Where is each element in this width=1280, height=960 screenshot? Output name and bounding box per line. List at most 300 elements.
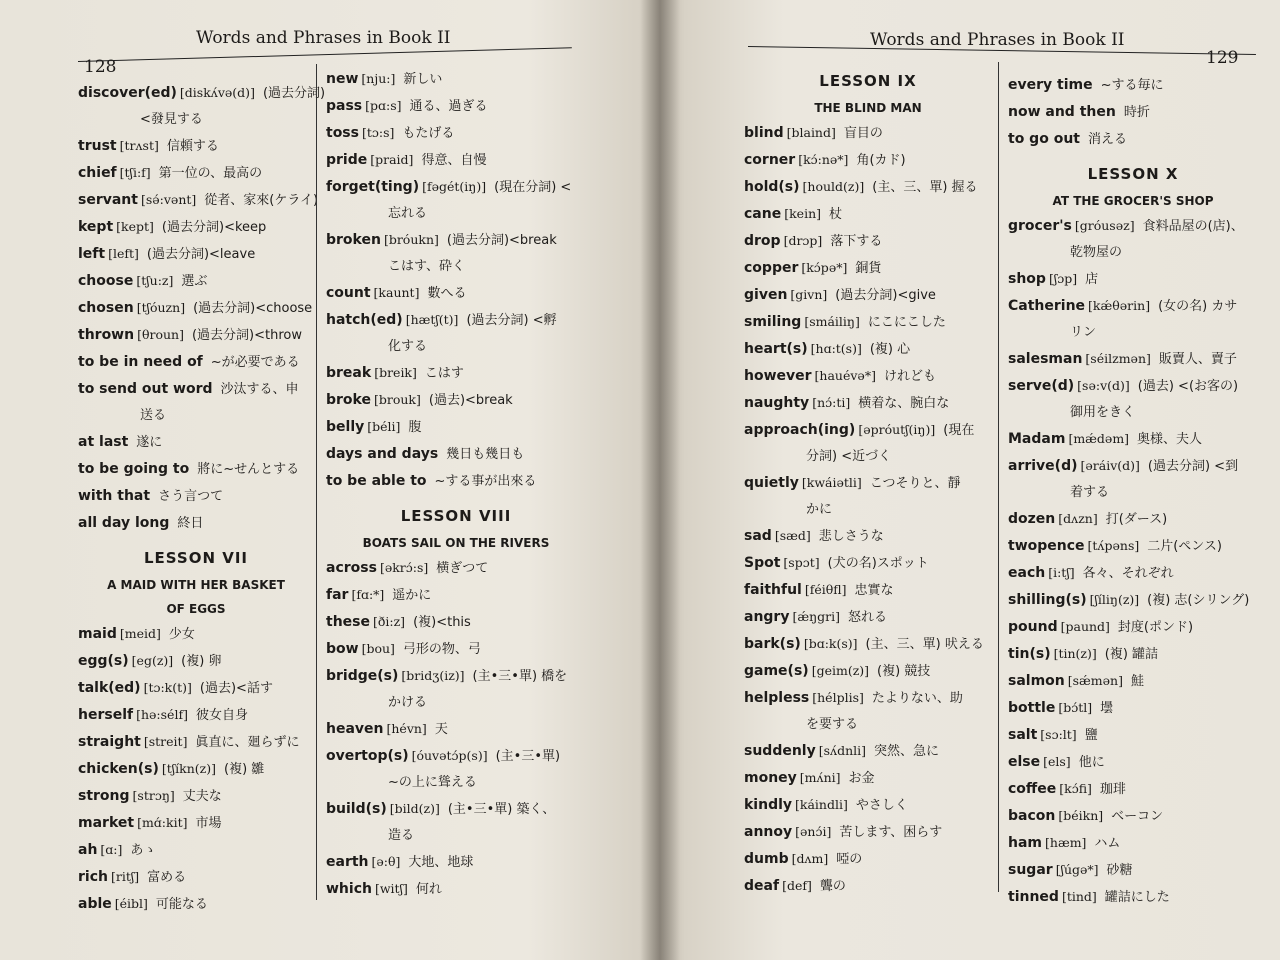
- entry-pronunciation: [hætʃ(t)]: [405, 312, 459, 327]
- entry-meaning: 時折: [1123, 105, 1150, 120]
- entry-pronunciation: [tin(z)]: [1053, 646, 1097, 661]
- entry-word: toss: [326, 125, 359, 141]
- entry-meaning: もたげる: [402, 126, 455, 141]
- vocab-entry: [78, 80, 326, 107]
- vocab-entry: [1008, 641, 1258, 668]
- entry-word: sad: [744, 528, 772, 544]
- entry-word: each: [1008, 565, 1046, 581]
- entry-meaning: 弓形の物、弓: [402, 642, 481, 657]
- entry-meaning: 通る、過ぎる: [409, 99, 488, 114]
- vocab-entry: [1008, 426, 1258, 453]
- entry-pronunciation: [ði:z]: [372, 614, 406, 629]
- entry-meaning: 遂に: [136, 435, 163, 450]
- vocab-entry: [1008, 668, 1258, 695]
- entry-pronunciation: [sɔ:lt]: [1040, 727, 1077, 742]
- entry-pronunciation: [left]: [108, 246, 139, 261]
- entry-word: given: [744, 287, 788, 303]
- entry-word: however: [744, 368, 812, 384]
- vocab-entry: [1008, 213, 1258, 240]
- entry-meaning: 腹: [408, 420, 422, 435]
- vocab-entry: [1008, 776, 1258, 803]
- entry-pronunciation: [i:tʃ]: [1048, 565, 1075, 580]
- vocab-entry: [326, 66, 586, 93]
- entry-word: able: [78, 896, 112, 912]
- entry-pronunciation: [dʌzn]: [1058, 511, 1098, 526]
- entry-meaning: 將に~せんとする: [197, 462, 300, 477]
- entry-meaning: 鹽: [1084, 728, 1098, 743]
- entry-meaning: (過去)<話す: [199, 681, 273, 696]
- vocab-entry: [744, 873, 992, 900]
- entry-pronunciation: [ʃúgə*]: [1055, 862, 1099, 877]
- entry-word: every time: [1008, 77, 1093, 93]
- entry-meaning: 奥様、夫人: [1137, 432, 1203, 447]
- vocab-entry: [1008, 533, 1258, 560]
- entry-word: choose: [78, 273, 134, 289]
- entry-pronunciation: [spɔt]: [783, 555, 820, 570]
- vocab-entry: [78, 133, 314, 160]
- vocab-entry: [744, 120, 992, 147]
- entry-pronunciation: [breik]: [374, 365, 417, 380]
- entry-meaning: (過去分詞) <孵: [466, 313, 557, 328]
- vocab-entry: [1008, 506, 1258, 533]
- lesson-heading: LESSON VII: [143, 549, 249, 567]
- entry-pronunciation: [hə:sélf]: [136, 707, 188, 722]
- vocab-entry: [1008, 695, 1258, 722]
- entry-pronunciation: [geim(z)]: [811, 663, 870, 678]
- lesson-title: AT THE GROCER'S SHOP: [1052, 194, 1214, 208]
- entry-meaning: 角(カド): [856, 153, 906, 168]
- vocab-entry: [1008, 857, 1258, 884]
- entry-word: to be able to: [326, 473, 427, 489]
- entry-meaning: (複) 雛: [224, 762, 265, 777]
- entry-meaning: 鮭: [1130, 674, 1144, 689]
- entry-word: quietly: [744, 475, 799, 491]
- entry-pronunciation: [kept]: [116, 219, 154, 234]
- vocab-entry: [744, 846, 992, 873]
- right-page: [660, 0, 1280, 960]
- entry-word: broken: [326, 232, 381, 248]
- vocab-entry: [744, 604, 992, 631]
- vocab-entry: [1008, 373, 1258, 400]
- entry-pronunciation: [mʌ́ni]: [799, 770, 841, 785]
- entry-word: forget(ting): [326, 179, 420, 195]
- vocab-entry: [78, 729, 314, 756]
- vocab-entry: [326, 147, 586, 174]
- entry-continuation: を要する: [806, 717, 859, 732]
- entry-meaning: 店: [1085, 272, 1099, 287]
- entry-word: left: [78, 246, 106, 262]
- vocab-entry: [326, 120, 586, 147]
- entry-word: bottle: [1008, 700, 1056, 716]
- entry-pronunciation: [sæd]: [774, 528, 811, 543]
- entry-meaning: (主、三、單) 吠える: [865, 637, 984, 652]
- entry-pronunciation: [fəgét(iŋ)]: [422, 179, 487, 194]
- entry-pronunciation: [gróusəz]: [1074, 218, 1135, 233]
- entry-word: coffee: [1008, 781, 1057, 797]
- entry-word: new: [326, 71, 359, 87]
- entry-pronunciation: [tɔ:s]: [361, 125, 395, 140]
- entry-pronunciation: [ǽŋgri]: [792, 609, 840, 624]
- entry-word: dumb: [744, 851, 789, 867]
- entry-word: thrown: [78, 327, 135, 343]
- entry-word: faithful: [744, 582, 802, 598]
- entry-meaning: ~する事が出來る: [434, 474, 537, 489]
- entry-meaning: あゝ: [130, 843, 157, 858]
- entry-pronunciation: [kein]: [784, 206, 821, 221]
- entry-meaning: 終日: [177, 516, 204, 531]
- entry-meaning: ベーコン: [1111, 809, 1164, 824]
- entry-meaning: 横着な、腕白な: [858, 396, 950, 411]
- entry-pronunciation: [sʌ́dnli]: [818, 743, 867, 758]
- vocab-entry: [1008, 830, 1258, 857]
- entry-pronunciation: [eg(z)]: [131, 653, 174, 668]
- vocab-entry: [744, 738, 992, 765]
- entry-pronunciation: [hélplis]: [812, 690, 864, 705]
- entry-meaning: (過去分詞)<give: [835, 288, 936, 303]
- entry-meaning: お金: [848, 771, 875, 786]
- entry-meaning: ~する毎に: [1100, 78, 1164, 93]
- vocab-entry: [744, 792, 992, 819]
- vocab-entry: [744, 363, 992, 390]
- vocab-entry: [1008, 614, 1258, 641]
- vocab-entry: [744, 336, 992, 363]
- entry-word: to go out: [1008, 131, 1080, 147]
- lesson-heading: LESSON X: [1087, 165, 1179, 183]
- entry-meaning: 眞直に、廻らずに: [195, 735, 300, 750]
- vocab-entry: [1008, 99, 1258, 126]
- vocab-entry: [326, 849, 586, 876]
- vocab-entry: [1008, 587, 1258, 614]
- entry-word: to be in need of: [78, 354, 203, 370]
- entry-meaning: 怒れる: [848, 610, 888, 625]
- entry-meaning: (現在分詞) <: [494, 180, 572, 195]
- entry-meaning: やさしく: [855, 798, 908, 813]
- vocab-entry: [1008, 293, 1258, 320]
- entry-meaning: 二片(ペンス): [1147, 539, 1222, 554]
- entry-meaning: (過去) <(お客の): [1137, 379, 1239, 394]
- entry-meaning: 數へる: [427, 286, 467, 301]
- entry-meaning: (複) 競技: [877, 664, 931, 679]
- entry-meaning: (過去)<break: [428, 393, 513, 408]
- entry-word: else: [1008, 754, 1041, 770]
- entry-word: annoy: [744, 824, 793, 840]
- entry-pronunciation: [sə:v(d)]: [1077, 378, 1130, 393]
- entry-pronunciation: [pɑ:s]: [365, 98, 402, 113]
- vocab-entry: [78, 810, 314, 837]
- entry-continuation: 分詞) <近づく: [806, 449, 892, 464]
- vocab-entry: [744, 228, 992, 255]
- entry-meaning: こはす: [424, 366, 464, 381]
- entry-pronunciation: [béli]: [367, 419, 401, 434]
- vocab-entry: [744, 282, 992, 309]
- entry-meaning: (過去分詞)<leave: [146, 247, 256, 262]
- entry-pronunciation: [séilzmən]: [1085, 351, 1151, 366]
- vocab-entry: [78, 268, 314, 295]
- entry-pronunciation: [θroun]: [137, 327, 184, 342]
- vocab-entry: [744, 631, 992, 658]
- vocab-entry: [1008, 803, 1258, 830]
- entry-pronunciation: [féiθfl]: [804, 582, 847, 597]
- vocab-entry: [326, 876, 586, 903]
- entry-word: pound: [1008, 619, 1058, 635]
- entry-pronunciation: [hévn]: [386, 721, 427, 736]
- entry-pronunciation: [kɔ́fi]: [1059, 781, 1092, 796]
- entry-meaning: (現在: [943, 423, 975, 438]
- entry-meaning: (複) 罐詰: [1104, 647, 1159, 662]
- entry-word: egg(s): [78, 653, 129, 669]
- vocab-entry: [326, 468, 586, 495]
- entry-meaning: 他に: [1078, 755, 1105, 770]
- lesson-heading: LESSON IX: [819, 72, 917, 90]
- entry-word: salt: [1008, 727, 1038, 743]
- vocab-entry: [78, 702, 314, 729]
- entry-meaning: 可能なる: [155, 897, 208, 912]
- entry-pronunciation: [tʃi:f]: [119, 165, 151, 180]
- vocab-entry: [744, 174, 992, 201]
- vocab-entry: [78, 456, 314, 483]
- entry-word: straight: [78, 734, 141, 750]
- entry-meaning: (複)<this: [413, 615, 471, 630]
- entry-pronunciation: [trʌst]: [119, 138, 159, 153]
- lesson-title: A MAID WITH HER BASKET: [107, 578, 285, 592]
- entry-word: heaven: [326, 721, 384, 737]
- vocab-entry: [326, 796, 586, 823]
- entry-meaning: 信頼する: [166, 139, 219, 154]
- vocab-entry: [1008, 884, 1258, 911]
- entry-meaning: 沙汰する、申: [220, 382, 299, 397]
- entry-meaning: (主•三•單) 橋を: [472, 669, 568, 684]
- entry-continuation: 着する: [1070, 485, 1110, 500]
- entry-pronunciation: [ənɔ́i]: [795, 824, 832, 839]
- entry-meaning: 打(ダース): [1105, 512, 1168, 527]
- entry-word: bacon: [1008, 808, 1056, 824]
- entry-pronunciation: [brouk]: [373, 392, 421, 407]
- vocab-entry: [744, 685, 992, 712]
- entry-word: serve(d): [1008, 378, 1075, 394]
- entry-pronunciation: [nju:]: [361, 71, 396, 86]
- entry-pronunciation: [bɔ́tl]: [1058, 700, 1093, 715]
- entry-meaning: (過去分詞)<break: [446, 233, 557, 248]
- right-page-number: 129: [1206, 48, 1239, 68]
- vocab-entry: [78, 621, 314, 648]
- vocab-entry: [78, 891, 314, 918]
- entry-pronunciation: [bou]: [361, 641, 395, 656]
- entry-pronunciation: [els]: [1043, 754, 1071, 769]
- entry-word: overtop(s): [326, 748, 409, 764]
- entry-word: servant: [78, 192, 138, 208]
- entry-pronunciation: [praid]: [370, 152, 414, 167]
- entry-word: earth: [326, 854, 369, 870]
- vocab-entry: [78, 160, 314, 187]
- entry-word: tin(s): [1008, 646, 1051, 662]
- vocab-entry: [1008, 72, 1258, 99]
- entry-meaning: (過去分詞)<choose: [193, 301, 313, 316]
- entry-meaning: 珈琲: [1099, 782, 1126, 797]
- entry-word: deaf: [744, 878, 780, 894]
- entry-pronunciation: [hauévə*]: [814, 368, 876, 383]
- entry-word: shilling(s): [1008, 592, 1087, 608]
- entry-meaning: 第一位の、最高の: [158, 166, 263, 181]
- entry-meaning: 得意、自慢: [421, 153, 487, 168]
- entry-word: game(s): [744, 663, 809, 679]
- entry-continuation: 御用をきく: [1070, 405, 1136, 420]
- entry-pronunciation: [tɔ:k(t)]: [143, 680, 192, 695]
- entry-word: drop: [744, 233, 781, 249]
- entry-meaning: 幾日も幾日も: [446, 447, 525, 462]
- entry-meaning: ハム: [1094, 836, 1121, 851]
- entry-word: Madam: [1008, 431, 1066, 447]
- entry-word: now and then: [1008, 104, 1116, 120]
- entry-continuation: こはす、砕く: [388, 259, 465, 274]
- entry-meaning: 啞の: [836, 852, 863, 867]
- entry-pronunciation: [ritʃ]: [110, 869, 140, 884]
- entry-pronunciation: [tʃóuzn]: [136, 300, 186, 315]
- entry-word: herself: [78, 707, 134, 723]
- lesson-title: THE BLIND MAN: [814, 101, 922, 115]
- entry-pronunciation: [nɔ́:ti]: [812, 395, 851, 410]
- entry-word: grocer's: [1008, 218, 1072, 234]
- vocab-entry: [78, 837, 314, 864]
- entry-word: trust: [78, 138, 117, 154]
- entry-pronunciation: [fɑ:*]: [351, 587, 385, 602]
- entry-word: heart(s): [744, 341, 808, 357]
- entry-word: blind: [744, 125, 784, 141]
- entry-word: approach(ing): [744, 422, 856, 438]
- vocab-entry: [1008, 346, 1258, 373]
- vocab-entry: [326, 280, 586, 307]
- entry-meaning: (複) 卵: [181, 654, 222, 669]
- entry-pronunciation: [witʃ]: [374, 881, 408, 896]
- entry-meaning: 從者、家來(ケライ): [204, 193, 319, 208]
- vocab-entry: [326, 93, 586, 120]
- entry-continuation: 化する: [388, 339, 428, 354]
- entry-pronunciation: [ə:θ]: [371, 854, 401, 869]
- vocab-entry: [744, 765, 992, 792]
- vocab-entry: [78, 675, 314, 702]
- entry-word: to be going to: [78, 461, 190, 477]
- vocab-entry: [78, 648, 314, 675]
- entry-meaning: (過去分詞)<throw: [191, 328, 303, 343]
- entry-word: chosen: [78, 300, 134, 316]
- vocab-entry: [78, 349, 314, 376]
- entry-pronunciation: [def]: [782, 878, 812, 893]
- vocab-entry: [1008, 266, 1258, 293]
- vocab-entry: [78, 510, 314, 537]
- entry-meaning: 消える: [1087, 132, 1127, 147]
- entry-word: rich: [78, 869, 108, 885]
- entry-pronunciation: [kɔ́pə*]: [801, 260, 848, 275]
- entry-word: suddenly: [744, 743, 816, 759]
- entry-pronunciation: [mǽdəm]: [1068, 431, 1130, 446]
- vocab-entry: [744, 255, 992, 282]
- entry-word: hatch(ed): [326, 312, 403, 328]
- entry-meaning: 食料品屋の(店)、: [1142, 219, 1244, 234]
- entry-word: bow: [326, 641, 359, 657]
- left-column-2: [326, 66, 586, 903]
- left-page-number: 128: [84, 57, 117, 77]
- entry-pronunciation: [diskʌ́və(d)]: [179, 85, 255, 100]
- entry-pronunciation: [bridʒ(iz)]: [401, 668, 465, 683]
- entry-pronunciation: [smáiliŋ]: [804, 314, 860, 329]
- entry-word: Spot: [744, 555, 781, 571]
- entry-pronunciation: [kaunt]: [373, 285, 420, 300]
- vocab-entry: [78, 483, 314, 510]
- entry-pronunciation: [dʌm]: [791, 851, 829, 866]
- lesson-heading: LESSON VIII: [400, 507, 512, 525]
- entry-word: kindly: [744, 797, 793, 813]
- entry-word: with that: [78, 488, 151, 504]
- entry-word: bark(s): [744, 636, 801, 652]
- entry-pronunciation: [paund]: [1060, 619, 1110, 634]
- entry-word: pride: [326, 152, 368, 168]
- entry-word: arrive(d): [1008, 458, 1078, 474]
- entry-continuation: 乾物屋の: [1070, 245, 1123, 260]
- entry-pronunciation: [hɑ:t(s)]: [810, 341, 862, 356]
- vocab-entry: [1008, 749, 1258, 776]
- entry-word: talk(ed): [78, 680, 141, 696]
- entry-word: hold(s): [744, 179, 800, 195]
- vocab-entry: [744, 470, 992, 497]
- entry-pronunciation: [bɑ:k(s)]: [803, 636, 858, 651]
- vocab-entry: [1008, 560, 1258, 587]
- vocab-entry: [78, 376, 314, 403]
- vocab-entry: [326, 663, 586, 690]
- entry-meaning: 大地、地球: [408, 855, 474, 870]
- entry-word: salmon: [1008, 673, 1065, 689]
- entry-meaning: こつそりと、靜: [869, 476, 961, 491]
- entry-meaning: 丈夫な: [182, 789, 222, 804]
- entry-meaning: (主•三•單) 築く、: [447, 802, 556, 817]
- entry-meaning: 盲目の: [843, 126, 883, 141]
- right-running-head: Words and Phrases in Book II: [870, 30, 1125, 50]
- entry-meaning: 銅貨: [855, 261, 882, 276]
- left-column-divider: [316, 64, 317, 900]
- entry-word: sugar: [1008, 862, 1053, 878]
- vocab-entry: [744, 390, 992, 417]
- vocab-entry: [326, 441, 586, 468]
- entry-meaning: 横ぎつて: [436, 561, 489, 576]
- entry-pronunciation: [tind]: [1061, 889, 1097, 904]
- entry-meaning: ~が必要である: [210, 355, 300, 370]
- left-running-head: Words and Phrases in Book II: [196, 28, 451, 48]
- right-column-1: [744, 60, 992, 900]
- entry-pronunciation: [bróukn]: [383, 232, 439, 247]
- vocab-entry: [1008, 126, 1258, 153]
- entry-meaning: にこにこした: [867, 315, 946, 330]
- vocab-entry: [326, 636, 586, 663]
- entry-word: kept: [78, 219, 114, 235]
- entry-pronunciation: [ʃɔp]: [1048, 271, 1078, 286]
- left-header-rule: [78, 47, 572, 62]
- entry-meaning: 市場: [195, 816, 222, 831]
- entry-pronunciation: [mɑ́:kit]: [137, 815, 188, 830]
- entry-pronunciation: [kǽθərin]: [1088, 298, 1151, 313]
- entry-meaning: 悲しさうな: [818, 529, 884, 544]
- entry-word: far: [326, 587, 349, 603]
- vocab-entry: [744, 577, 992, 604]
- entry-word: all day long: [78, 515, 170, 531]
- entry-word: broke: [326, 392, 371, 408]
- entry-word: pass: [326, 98, 363, 114]
- entry-word: tinned: [1008, 889, 1059, 905]
- entry-meaning: 富める: [147, 870, 187, 885]
- entry-pronunciation: [sǽmən]: [1067, 673, 1123, 688]
- entry-meaning: 封度(ポンド): [1117, 620, 1194, 635]
- entry-meaning: (主•三•單): [495, 749, 561, 764]
- entry-word: maid: [78, 626, 117, 642]
- entry-word: days and days: [326, 446, 439, 462]
- vocab-entry: [78, 241, 314, 268]
